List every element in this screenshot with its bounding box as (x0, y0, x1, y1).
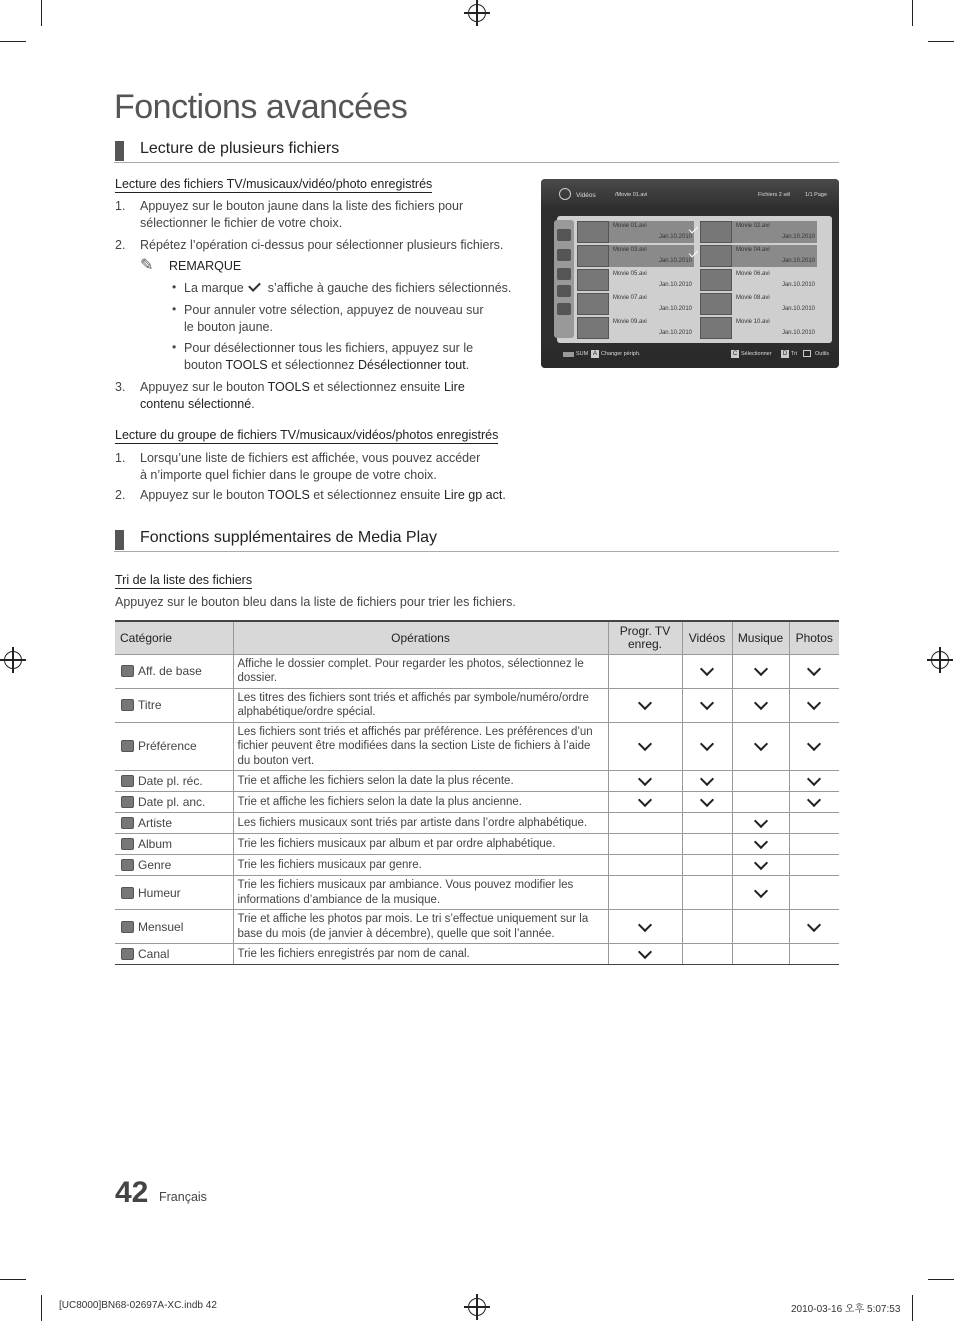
support-cell (608, 792, 682, 813)
support-cell (682, 834, 732, 855)
checkmark-icon (807, 793, 821, 807)
note-item: Pour annuler votre sélection, appuyez de nouveau sur le bouton jaune. (184, 303, 484, 334)
section-title: Lecture de plusieurs fichiers (140, 140, 340, 157)
operation-cell: Trie et affiche les fichiers selon la date la plus ancienne. (233, 792, 608, 813)
tv-file-date: Jan.10.2010 (658, 306, 692, 312)
tools-label: TOOLS (225, 358, 268, 372)
step-fragment: et sélectionnez ensuite (313, 380, 441, 394)
category-cell (115, 792, 233, 813)
support-cell (732, 813, 789, 834)
note-item (184, 280, 514, 297)
support-cell (608, 722, 682, 771)
support-cell (608, 834, 682, 855)
table-body (115, 654, 839, 965)
step-fragment: Appuyez sur le bouton (140, 488, 265, 502)
tv-header-selected: Fichiers 2 sél (758, 192, 791, 198)
checkmark-icon (638, 772, 652, 786)
category-label: Humeur (138, 885, 181, 900)
step-number: 2. (115, 488, 126, 502)
operation-cell: Trie et affiche les fichiers selon la date la plus récente. (233, 771, 608, 792)
support-cell (682, 654, 732, 688)
operation-cell: Les titres des fichiers sont triés et affichés par symbole/numéro/ordre alphabétique/ordre spécial. (233, 688, 608, 722)
support-cell (789, 792, 839, 813)
section-bar (115, 530, 124, 550)
table-row (115, 792, 839, 813)
operation-cell: Les fichiers musicaux sont triés par artiste dans l’ordre alphabétique. (233, 813, 608, 834)
support-cell (732, 771, 789, 792)
checkmark-icon (753, 856, 767, 870)
tv-file-date: Jan.10.2010 (658, 234, 692, 240)
menu-label: Lire contenu sélectionné (140, 380, 465, 411)
print-footer-right: 2010-03-16 오후 5:07:53 (791, 1304, 901, 1315)
tv-footer-sort: Tri (791, 351, 798, 357)
tv-date-icon[interactable] (557, 268, 571, 280)
tv-file-thumbnail (700, 293, 732, 315)
tv-header-page: 1/1 Page (805, 192, 828, 198)
support-cell (732, 654, 789, 688)
tv-sum-icon (563, 352, 574, 357)
category-icon (121, 817, 134, 829)
section-heading (114, 528, 839, 552)
crop-mark (912, 1295, 913, 1321)
operation-cell: Trie les fichiers musicaux par album et par ordre alphabétique. (233, 834, 608, 855)
subsection-title: Lecture du groupe de fichiers TV/musicaux/vidéos/photos enregistrés (115, 428, 499, 442)
checkmark-icon (753, 696, 767, 710)
tv-file-item[interactable] (700, 317, 817, 339)
table-row (115, 722, 839, 771)
sort-table (115, 620, 839, 965)
crop-mark (41, 0, 42, 26)
support-cell (732, 944, 789, 965)
tv-file-item[interactable] (577, 269, 694, 291)
tv-file-name: Movie 02.avi (736, 223, 770, 229)
checkmark-icon (753, 662, 767, 676)
checkmark-icon (638, 945, 652, 959)
checkmark-icon (753, 814, 767, 828)
checkmark-icon (700, 696, 714, 710)
tv-footer-tools: Outils (815, 351, 830, 357)
registration-mark-icon (4, 651, 22, 669)
support-cell (682, 688, 732, 722)
tv-file-name: Movie 08.avi (736, 295, 770, 301)
category-cell (115, 876, 233, 910)
category-label: Aff. de base (138, 664, 202, 678)
support-cell (789, 688, 839, 722)
tools-label: TOOLS (267, 380, 310, 394)
tv-file-thumbnail (577, 317, 609, 339)
operation-cell: Trie et affiche les photos par mois. Le tri s’effectue uniquement sur la base du mois (de janvier à décembre), quelle que soit l’année. (233, 910, 608, 944)
support-cell (608, 654, 682, 688)
tv-footer-select: Sélectionner (741, 351, 772, 357)
tv-file-thumbnail (700, 317, 732, 339)
support-cell (789, 771, 839, 792)
table-row (115, 876, 839, 910)
category-icon (121, 921, 134, 933)
table-header: Opérations (233, 621, 608, 654)
step-text: Répétez l’opération ci-dessus pour sélectionner plusieurs fichiers. (140, 238, 504, 252)
tv-file-date: Jan.10.2010 (781, 282, 815, 288)
category-icon (121, 796, 134, 808)
category-icon (121, 948, 134, 960)
support-cell (789, 813, 839, 834)
checkmark-icon (638, 737, 652, 751)
crop-mark (928, 41, 954, 42)
tv-folder-icon[interactable] (557, 229, 571, 241)
tv-file-item[interactable] (700, 293, 817, 315)
print-footer-left: [UC8000]BN68-02697A-XC.indb 42 (59, 1300, 217, 1311)
category-cell (115, 834, 233, 855)
support-cell (682, 813, 732, 834)
category-label: Canal (138, 947, 170, 961)
tv-a-button[interactable]: A (592, 351, 597, 357)
punctuation: . (251, 397, 255, 411)
checkmark-icon (753, 883, 767, 897)
tv-file-thumbnail (577, 245, 609, 267)
tv-file-item[interactable] (577, 221, 694, 243)
checkmark-icon (248, 279, 261, 292)
category-label: Date pl. réc. (138, 774, 203, 788)
support-cell (682, 910, 732, 944)
table-row (115, 813, 839, 834)
tv-file-item[interactable] (700, 269, 817, 291)
note-text: La marque (184, 281, 244, 295)
support-cell (789, 654, 839, 688)
support-cell (732, 910, 789, 944)
tools-label: TOOLS (267, 488, 310, 502)
support-cell (732, 855, 789, 876)
tv-file-date: Jan.10.2010 (781, 330, 815, 336)
step-text: Lorsqu’une liste de fichiers est affichée, vous pouvez accéder à n’importe quel fichier dans le groupe de votre choix. (140, 451, 481, 482)
crop-mark (41, 1295, 42, 1321)
support-cell (682, 876, 732, 910)
category-icon (121, 775, 134, 787)
tv-file-thumbnail (577, 269, 609, 291)
support-cell (732, 688, 789, 722)
table-header: Progr. TV enreg. (608, 621, 682, 654)
support-cell (608, 771, 682, 792)
note-pencil-icon: ✎ (140, 257, 154, 274)
step-number: 3. (115, 380, 126, 394)
category-cell (115, 944, 233, 965)
table-row (115, 771, 839, 792)
support-cell (682, 771, 732, 792)
tv-file-date: Jan.10.2010 (658, 282, 692, 288)
category-label: Préférence (138, 739, 197, 754)
step-number: 1. (115, 451, 126, 465)
punctuation: . (502, 488, 506, 502)
tv-file-thumbnail (577, 293, 609, 315)
registration-mark-icon (931, 651, 949, 669)
checkmark-icon (807, 917, 821, 931)
tv-file-date: Jan.10.2010 (781, 234, 815, 240)
support-cell (608, 688, 682, 722)
checkmark-icon (807, 772, 821, 786)
tv-file-thumbnail (577, 221, 609, 243)
operation-cell: Affiche le dossier complet. Pour regarder les photos, sélectionnez le dossier. (233, 654, 608, 688)
support-cell (682, 944, 732, 965)
tv-file-name: Movie 06.avi (736, 271, 770, 277)
support-cell (789, 944, 839, 965)
category-cell (115, 910, 233, 944)
tv-title-icon[interactable] (557, 249, 571, 261)
tv-file-name: Movie 05.avi (613, 271, 647, 277)
page-language: Français (159, 1190, 207, 1204)
table-row (115, 654, 839, 688)
category-icon (121, 740, 134, 752)
checkmark-icon (753, 835, 767, 849)
crop-mark (928, 1279, 954, 1280)
support-cell (789, 876, 839, 910)
support-cell (608, 944, 682, 965)
menu-label: Désélectionner tout (358, 358, 466, 372)
table-row (115, 944, 839, 965)
tv-file-name: Movie 03.avi (613, 247, 647, 253)
checkmark-icon (807, 696, 821, 710)
tv-d-button[interactable]: D (782, 351, 788, 357)
tv-file-thumbnail (700, 269, 732, 291)
tv-file-thumbnail (700, 221, 732, 243)
tv-file-thumbnail (700, 245, 732, 267)
category-cell (115, 688, 233, 722)
category-icon (121, 699, 134, 711)
support-cell (789, 910, 839, 944)
bullet-icon: • (172, 302, 177, 316)
category-label: Titre (138, 698, 162, 712)
checkmark-icon (807, 662, 821, 676)
support-cell (789, 722, 839, 771)
support-cell (608, 813, 682, 834)
crop-mark (0, 1279, 26, 1280)
tv-file-name: Movie 01.avi (613, 223, 647, 229)
support-cell (789, 834, 839, 855)
tv-footer-sum: SUM (576, 351, 589, 357)
intro-text: Appuyez sur le bouton bleu dans la liste de fichiers pour trier les fichiers. (115, 595, 516, 609)
menu-label: Lire gp act (443, 488, 503, 502)
operation-cell: Les fichiers sont triés et affichés par préférence. Les préférences d’un fichier peuvent être modifiées dans la section Liste de fichiers à l’aide du bouton vert. (233, 722, 608, 771)
step-number: 2. (115, 238, 126, 252)
tv-file-item[interactable] (577, 317, 694, 339)
tv-file-name: Movie 10.avi (736, 319, 770, 325)
tv-file-date: Jan.10.2010 (658, 258, 692, 264)
table-header: Musique (732, 621, 789, 654)
support-cell (682, 855, 732, 876)
tv-file-item[interactable] (700, 245, 817, 267)
step-text (140, 487, 510, 504)
support-cell (608, 855, 682, 876)
table-header: Catégorie (115, 621, 233, 654)
tv-footer-change: Changer périph. (601, 351, 641, 357)
subsection-title: Lecture des fichiers TV/musicaux/vidéo/photo enregistrés (115, 177, 433, 191)
bullet-icon: • (172, 340, 177, 354)
operation-cell: Trie les fichiers enregistrés par nom de canal. (233, 944, 608, 965)
category-label: Date pl. anc. (138, 795, 206, 809)
support-cell (732, 722, 789, 771)
checkmark-icon (700, 793, 714, 807)
tv-file-name: Movie 09.avi (613, 319, 647, 325)
bullet-icon: • (172, 280, 177, 294)
checkmark-icon (638, 696, 652, 710)
page-number: 42 (115, 1176, 149, 1209)
registration-mark-icon (468, 4, 486, 22)
checkmark-icon (638, 917, 652, 931)
support-cell (732, 834, 789, 855)
operation-cell: Trie les fichiers musicaux par genre. (233, 855, 608, 876)
category-cell (115, 722, 233, 771)
checkmark-icon (807, 737, 821, 751)
tv-media-icon (559, 188, 571, 200)
crop-mark (0, 41, 26, 42)
category-cell (115, 855, 233, 876)
table-row (115, 834, 839, 855)
subsection-title: Tri de la liste des fichiers (115, 573, 253, 587)
checkmark-icon (700, 737, 714, 751)
tv-header-path: /Movie 01.avi (615, 192, 648, 198)
support-cell (682, 792, 732, 813)
note-text: et sélectionnez (271, 358, 355, 372)
checkmark-icon (700, 662, 714, 676)
tv-star-icon[interactable] (557, 303, 571, 315)
support-cell (608, 910, 682, 944)
step-text (140, 379, 510, 413)
tv-file-date: Jan.10.2010 (781, 306, 815, 312)
category-icon (121, 859, 134, 871)
registration-mark-icon (468, 1298, 486, 1316)
category-cell (115, 771, 233, 792)
category-label: Album (138, 837, 173, 851)
category-icon (121, 665, 134, 677)
tv-file-date: Jan.10.2010 (658, 330, 692, 336)
tv-header-title: Vidéos (576, 192, 596, 199)
table-row (115, 688, 839, 722)
table-header: Vidéos (682, 621, 732, 654)
table-header: Photos (789, 621, 839, 654)
section-title: Fonctions supplémentaires de Media Play (140, 529, 438, 546)
operation-cell: Trie les fichiers musicaux par ambiance. Vous pouvez modifier les informations d’ambiance de la musique. (233, 876, 608, 910)
tv-file-item[interactable] (700, 221, 817, 243)
support-cell (732, 792, 789, 813)
tv-c-button[interactable]: C (732, 351, 738, 357)
tv-screenshot (541, 179, 839, 368)
crop-mark (912, 0, 913, 26)
checkmark-icon (700, 772, 714, 786)
category-icon (121, 838, 134, 850)
note-item (184, 340, 509, 374)
category-cell (115, 813, 233, 834)
step-number: 1. (115, 199, 126, 213)
table-row (115, 855, 839, 876)
table-row (115, 910, 839, 944)
section-heading (114, 139, 839, 163)
punctuation: . (465, 358, 470, 372)
tv-file-item[interactable] (577, 245, 694, 267)
checkmark-icon (753, 737, 767, 751)
category-cell (115, 654, 233, 688)
category-label: Artiste (138, 816, 173, 830)
step-fragment: Appuyez sur le bouton (140, 380, 265, 394)
section-bar (115, 141, 124, 161)
tv-file-item[interactable] (577, 293, 694, 315)
category-label: Genre (138, 858, 172, 872)
page-title: Fonctions avancées (114, 88, 408, 126)
support-cell (682, 722, 732, 771)
support-cell (789, 855, 839, 876)
support-cell (732, 876, 789, 910)
note-text: s’affiche à gauche des fichiers sélectionnés. (267, 281, 512, 295)
tv-file-date: Jan.10.2010 (781, 258, 815, 264)
checkmark-icon (638, 793, 652, 807)
tv-file-name: Movie 07.avi (613, 295, 647, 301)
step-text: Appuyez sur le bouton jaune dans la liste des fichiers pour sélectionner le fichier de votre choix. (140, 199, 464, 230)
category-icon (121, 887, 134, 899)
note-label: REMARQUE (169, 259, 242, 273)
tv-calendar-icon[interactable] (557, 285, 571, 297)
category-label: Mensuel (138, 919, 184, 934)
tv-file-name: Movie 04.avi (736, 247, 770, 253)
note-text: Pour désélectionner tous les fichiers, appuyez sur le bouton (184, 341, 474, 372)
tv-tools-icon (803, 350, 811, 357)
step-fragment: et sélectionnez ensuite (313, 488, 441, 502)
support-cell (608, 876, 682, 910)
